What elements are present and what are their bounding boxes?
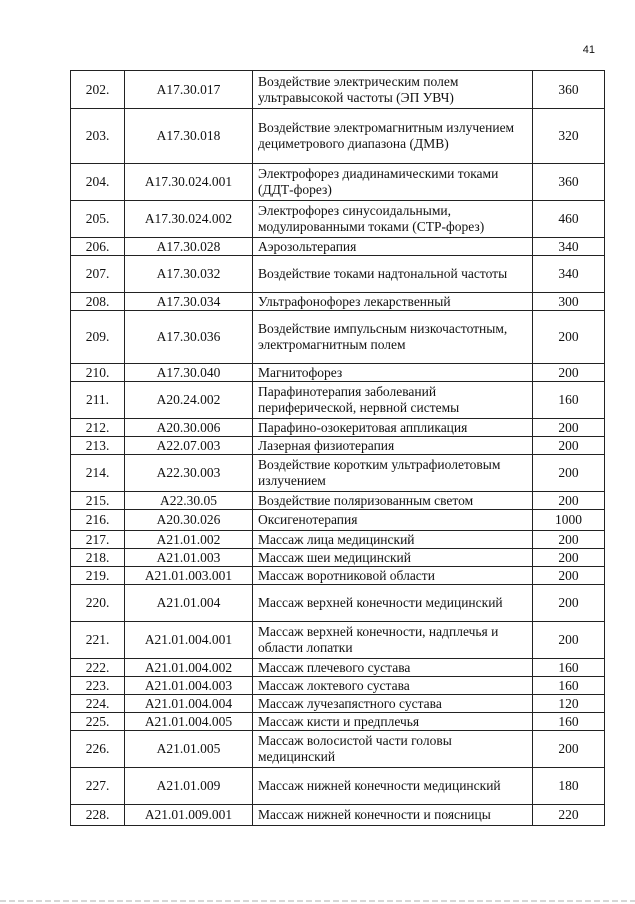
row-number: 226.	[71, 731, 125, 768]
service-code: A21.01.009	[125, 768, 253, 805]
table-row	[71, 659, 605, 677]
row-number: 202.	[71, 71, 125, 109]
service-code: A17.30.018	[125, 109, 253, 164]
service-price: 200	[533, 311, 605, 364]
table-row	[71, 311, 605, 364]
service-code: A21.01.004.001	[125, 622, 253, 659]
service-code: A21.01.003.001	[125, 567, 253, 585]
table-row	[71, 585, 605, 622]
price-table	[70, 70, 605, 826]
service-price: 160	[533, 659, 605, 677]
price-table-body	[71, 71, 605, 826]
row-number: 220.	[71, 585, 125, 622]
row-number: 224.	[71, 695, 125, 713]
service-name: Лазерная физиотерапия	[253, 437, 533, 455]
row-number: 211.	[71, 382, 125, 419]
service-price: 200	[533, 567, 605, 585]
service-name: Массаж воротниковой области	[253, 567, 533, 585]
service-code: A21.01.004.002	[125, 659, 253, 677]
row-number: 210.	[71, 364, 125, 382]
service-code: A21.01.004.003	[125, 677, 253, 695]
service-price: 200	[533, 455, 605, 492]
service-price: 200	[533, 437, 605, 455]
service-code: A17.30.024.002	[125, 201, 253, 238]
row-number: 217.	[71, 531, 125, 549]
service-price: 200	[533, 549, 605, 567]
row-number: 216.	[71, 510, 125, 531]
table-row	[71, 71, 605, 109]
service-price: 160	[533, 677, 605, 695]
service-name: Воздействие коротким ультрафиолетовым излучением	[253, 455, 533, 492]
service-name: Ультрафонофорез лекарственный	[253, 293, 533, 311]
table-row	[71, 768, 605, 805]
service-name: Массаж верхней конечности, надплечья и области лопатки	[253, 622, 533, 659]
service-code: A21.01.004	[125, 585, 253, 622]
service-name: Воздействие импульсным низкочастотным, электромагнитным полем	[253, 311, 533, 364]
service-code: A17.30.024.001	[125, 164, 253, 201]
table-row	[71, 256, 605, 293]
row-number: 214.	[71, 455, 125, 492]
service-price: 220	[533, 805, 605, 826]
row-number: 221.	[71, 622, 125, 659]
service-name: Оксигенотерапия	[253, 510, 533, 531]
service-name: Массаж лучезапястного сустава	[253, 695, 533, 713]
service-price: 160	[533, 382, 605, 419]
service-price: 200	[533, 731, 605, 768]
service-name: Массаж верхней конечности медицинский	[253, 585, 533, 622]
table-row	[71, 549, 605, 567]
service-code: A21.01.003	[125, 549, 253, 567]
table-row	[71, 805, 605, 826]
row-number: 209.	[71, 311, 125, 364]
service-price: 300	[533, 293, 605, 311]
table-row	[71, 419, 605, 437]
table-row	[71, 713, 605, 731]
service-code: A17.30.017	[125, 71, 253, 109]
scan-edge-marks	[0, 900, 635, 902]
service-name: Массаж шеи медицинский	[253, 549, 533, 567]
service-code: A17.30.036	[125, 311, 253, 364]
service-code: A22.30.003	[125, 455, 253, 492]
row-number: 218.	[71, 549, 125, 567]
service-code: A21.01.004.004	[125, 695, 253, 713]
table-row	[71, 238, 605, 256]
service-price: 200	[533, 364, 605, 382]
service-price: 200	[533, 585, 605, 622]
service-code: A22.30.05	[125, 492, 253, 510]
service-price: 320	[533, 109, 605, 164]
service-code: A17.30.034	[125, 293, 253, 311]
service-price: 180	[533, 768, 605, 805]
row-number: 208.	[71, 293, 125, 311]
service-code: A20.30.026	[125, 510, 253, 531]
service-code: A21.01.004.005	[125, 713, 253, 731]
service-name: Магнитофорез	[253, 364, 533, 382]
service-name: Парафинотерапия заболеваний периферической, нервной системы	[253, 382, 533, 419]
row-number: 222.	[71, 659, 125, 677]
row-number: 207.	[71, 256, 125, 293]
table-row	[71, 201, 605, 238]
row-number: 227.	[71, 768, 125, 805]
service-code: A20.24.002	[125, 382, 253, 419]
service-name: Воздействие токами надтональной частоты	[253, 256, 533, 293]
row-number: 204.	[71, 164, 125, 201]
row-number: 223.	[71, 677, 125, 695]
service-name: Электрофорез диадинамическими токами (ДДТ-форез)	[253, 164, 533, 201]
row-number: 228.	[71, 805, 125, 826]
row-number: 219.	[71, 567, 125, 585]
service-code: A17.30.032	[125, 256, 253, 293]
service-code: A22.07.003	[125, 437, 253, 455]
service-price: 200	[533, 492, 605, 510]
service-name: Массаж нижней конечности медицинский	[253, 768, 533, 805]
service-name: Аэрозольтерапия	[253, 238, 533, 256]
service-price: 1000	[533, 510, 605, 531]
service-price: 200	[533, 531, 605, 549]
service-code: A21.01.002	[125, 531, 253, 549]
service-name: Воздействие электромагнитным излучением дециметрового диапазона (ДМВ)	[253, 109, 533, 164]
service-price: 200	[533, 622, 605, 659]
service-code: A20.30.006	[125, 419, 253, 437]
service-code: A17.30.040	[125, 364, 253, 382]
table-row	[71, 293, 605, 311]
service-price: 360	[533, 71, 605, 109]
table-row	[71, 437, 605, 455]
service-name: Массаж локтевого сустава	[253, 677, 533, 695]
service-name: Парафино-озокеритовая аппликация	[253, 419, 533, 437]
service-code: A21.01.005	[125, 731, 253, 768]
table-row	[71, 677, 605, 695]
row-number: 213.	[71, 437, 125, 455]
service-name: Массаж кисти и предплечья	[253, 713, 533, 731]
table-row	[71, 510, 605, 531]
row-number: 212.	[71, 419, 125, 437]
table-row	[71, 382, 605, 419]
table-row	[71, 731, 605, 768]
service-price: 160	[533, 713, 605, 731]
service-name: Массаж плечевого сустава	[253, 659, 533, 677]
service-price: 460	[533, 201, 605, 238]
table-row	[71, 109, 605, 164]
service-price: 200	[533, 419, 605, 437]
service-name: Воздействие электрическим полем ультравысокой частоты (ЭП УВЧ)	[253, 71, 533, 109]
row-number: 203.	[71, 109, 125, 164]
service-price: 340	[533, 256, 605, 293]
service-price: 360	[533, 164, 605, 201]
service-name: Воздействие поляризованным светом	[253, 492, 533, 510]
row-number: 206.	[71, 238, 125, 256]
table-row	[71, 531, 605, 549]
service-name: Массаж нижней конечности и поясницы	[253, 805, 533, 826]
table-row	[71, 164, 605, 201]
row-number: 215.	[71, 492, 125, 510]
service-price: 120	[533, 695, 605, 713]
service-code: A17.30.028	[125, 238, 253, 256]
service-price: 340	[533, 238, 605, 256]
table-row	[71, 455, 605, 492]
table-row	[71, 695, 605, 713]
table-row	[71, 492, 605, 510]
table-row	[71, 364, 605, 382]
service-code: A21.01.009.001	[125, 805, 253, 826]
table-row	[71, 622, 605, 659]
page-number: 41	[582, 44, 595, 56]
service-name: Электрофорез синусоидальными, модулированными токами (СТР-форез)	[253, 201, 533, 238]
service-name: Массаж лица медицинский	[253, 531, 533, 549]
row-number: 205.	[71, 201, 125, 238]
service-name: Массаж волосистой части головы медицинский	[253, 731, 533, 768]
row-number: 225.	[71, 713, 125, 731]
table-row	[71, 567, 605, 585]
